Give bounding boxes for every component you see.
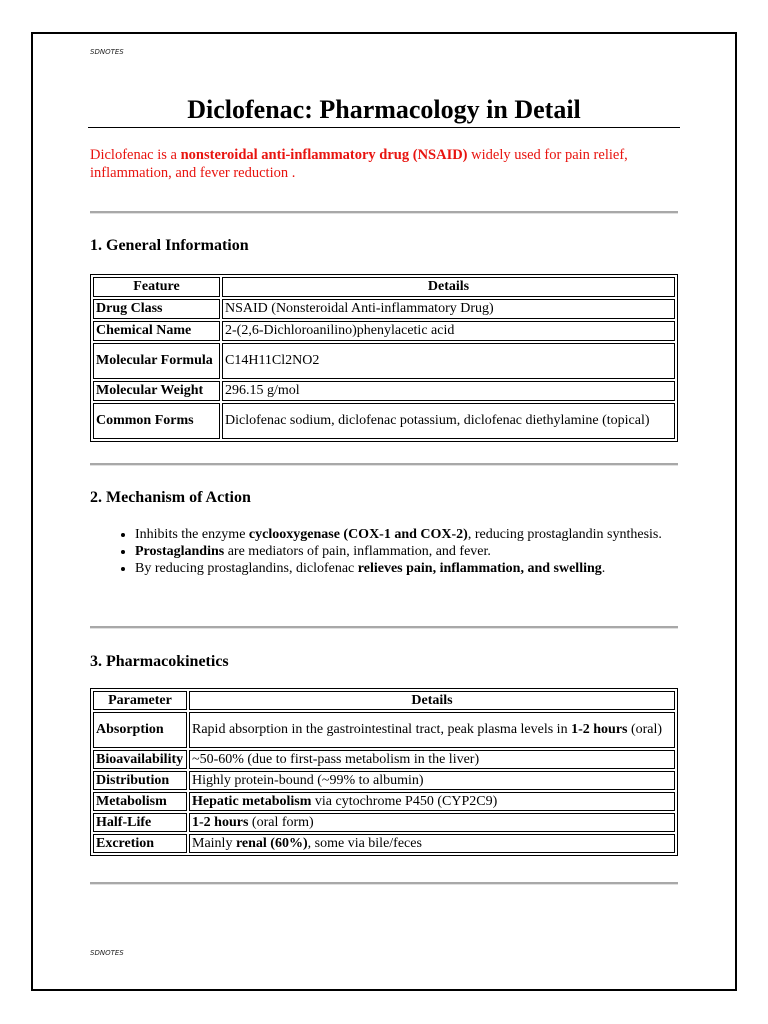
details-text: Rapid absorption in the gastrointestinal tract, peak plasma levels in bbox=[192, 722, 572, 737]
section-title-pharmacokinetics: 3. Pharmacokinetics bbox=[90, 653, 229, 670]
column-header: Feature bbox=[93, 277, 220, 297]
details-cell bbox=[189, 771, 675, 790]
column-header: Parameter bbox=[93, 691, 187, 710]
table-row bbox=[93, 712, 675, 748]
table-row bbox=[93, 343, 675, 379]
details-text: , some via bile/feces bbox=[307, 835, 422, 851]
divider bbox=[90, 626, 678, 629]
details-cell: NSAID (Nonsteroidal Anti-inflammatory Drug) bbox=[222, 299, 675, 319]
intro-text-1: Diclofenac is a bbox=[90, 147, 181, 163]
details-cell bbox=[189, 712, 675, 748]
general-info-table bbox=[90, 274, 678, 442]
list-item-text: Inhibits the enzyme bbox=[135, 527, 249, 542]
list-item-bold: cyclooxygenase (COX-1 and COX-2) bbox=[248, 527, 468, 542]
header-note: SDNOTES bbox=[90, 48, 124, 56]
details-cell bbox=[189, 813, 675, 832]
parameter-cell: Half-Life bbox=[93, 813, 187, 832]
mechanism-list bbox=[90, 526, 695, 577]
list-item bbox=[135, 560, 695, 577]
column-header: Details bbox=[222, 277, 675, 297]
list-item bbox=[135, 543, 695, 560]
page-title: Diclofenac: Pharmacology in Detail bbox=[187, 95, 581, 124]
parameter-cell: Distribution bbox=[93, 771, 187, 790]
details-text: (oral) bbox=[627, 722, 663, 737]
list-item-bold: Prostaglandins bbox=[135, 544, 225, 559]
intro-text-2: widely used for pain relief, inflammation, and fever reduction . bbox=[90, 147, 628, 181]
table-header-row bbox=[93, 277, 675, 297]
table-row bbox=[93, 299, 675, 319]
table-row bbox=[93, 403, 675, 439]
section-title-mechanism: 2. Mechanism of Action bbox=[90, 489, 251, 506]
table-row bbox=[93, 813, 675, 832]
details-text: Highly protein-bound (~99% to albumin) bbox=[192, 772, 424, 788]
feature-cell: Molecular Weight bbox=[93, 381, 220, 401]
list-item-text: . bbox=[601, 561, 606, 576]
details-bold: renal (60%) bbox=[235, 835, 308, 851]
feature-cell: Common Forms bbox=[93, 403, 220, 439]
intro-paragraph bbox=[90, 146, 680, 182]
details-bold: 1-2 hours bbox=[192, 814, 249, 830]
feature-cell: Chemical Name bbox=[93, 321, 220, 341]
divider bbox=[90, 211, 678, 214]
title-underline bbox=[88, 127, 680, 128]
table-row bbox=[93, 771, 675, 790]
details-text: via cytochrome P450 (CYP2C9) bbox=[311, 793, 498, 809]
details-text: ~50-60% (due to first-pass metabolism in the liver) bbox=[192, 751, 480, 767]
details-cell: Diclofenac sodium, diclofenac potassium, diclofenac diethylamine (topical) bbox=[222, 403, 675, 439]
list-item bbox=[135, 526, 695, 543]
column-header: Details bbox=[189, 691, 675, 710]
details-cell: 2-(2,6-Dichloroanilino)phenylacetic acid bbox=[222, 321, 675, 341]
parameter-cell: Metabolism bbox=[93, 792, 187, 811]
details-text: Mainly bbox=[192, 835, 236, 851]
pharmacokinetics-table bbox=[90, 688, 678, 856]
parameter-cell: Bioavailability bbox=[93, 750, 187, 769]
details-cell bbox=[189, 834, 675, 853]
details-cell: 296.15 g/mol bbox=[222, 381, 675, 401]
details-cell: C14H11Cl2NO2 bbox=[222, 343, 675, 379]
divider bbox=[90, 463, 678, 466]
details-cell bbox=[189, 792, 675, 811]
intro-bold: nonsteroidal anti-inflammatory drug (NSAID) bbox=[180, 147, 468, 163]
parameter-cell: Excretion bbox=[93, 834, 187, 853]
list-item-text: By reducing prostaglandins, diclofenac bbox=[135, 561, 358, 576]
table-row bbox=[93, 321, 675, 341]
table-row bbox=[93, 381, 675, 401]
table-header-row bbox=[93, 691, 675, 710]
details-cell bbox=[189, 750, 675, 769]
list-item-text: are mediators of pain, inflammation, and fever. bbox=[224, 544, 491, 559]
table-row bbox=[93, 834, 675, 853]
section-title-general: 1. General Information bbox=[90, 237, 249, 254]
details-bold: Hepatic metabolism bbox=[192, 793, 312, 809]
feature-cell: Drug Class bbox=[93, 299, 220, 319]
footer-note: SDNOTES bbox=[90, 949, 124, 957]
table-row bbox=[93, 750, 675, 769]
feature-cell: Molecular Formula bbox=[93, 343, 220, 379]
table-row bbox=[93, 792, 675, 811]
parameter-cell: Absorption bbox=[93, 712, 187, 748]
details-text: (oral form) bbox=[248, 814, 314, 830]
list-item-bold: relieves pain, inflammation, and swelling bbox=[357, 561, 602, 576]
details-bold: 1-2 hours bbox=[571, 722, 628, 737]
divider bbox=[90, 882, 678, 885]
list-item-text: , reducing prostaglandin synthesis. bbox=[467, 527, 662, 542]
